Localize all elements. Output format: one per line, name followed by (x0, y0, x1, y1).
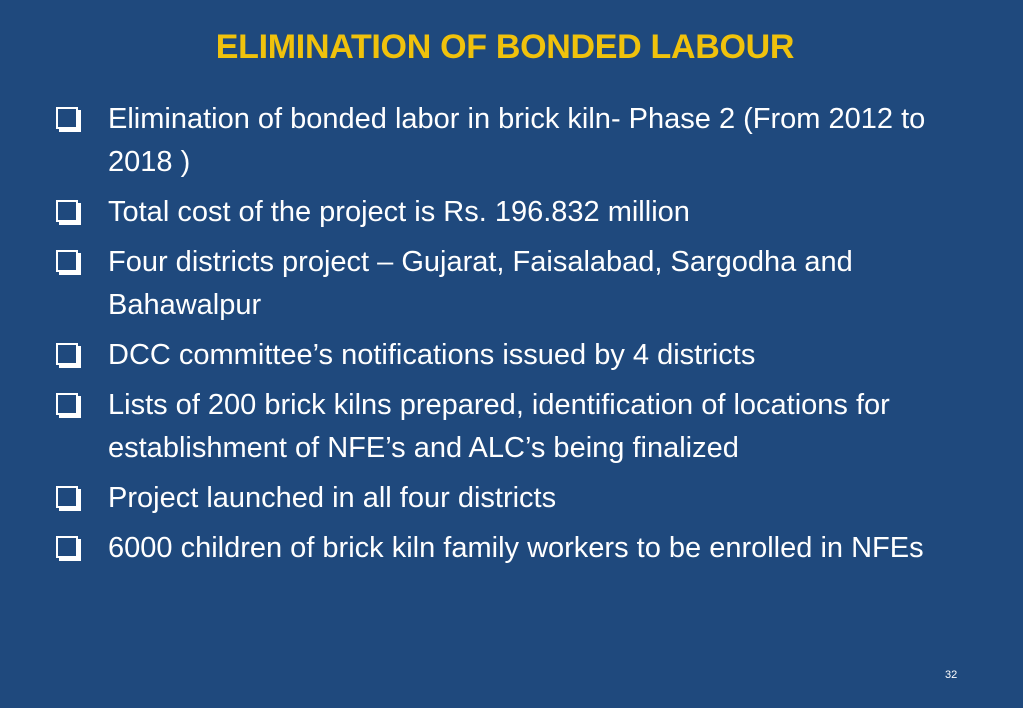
bullet-text: Four districts project – Gujarat, Faisalabad, Sargodha and Bahawalpur (108, 246, 853, 321)
bullet-item (50, 241, 990, 327)
checkbox-icon (56, 536, 78, 558)
bullet-text: DCC committee’s notifications issued by 4 districts (108, 339, 756, 371)
bullet-item (50, 384, 990, 470)
bullet-text: Elimination of bonded labor in brick kiln- Phase 2 (From 2012 to 2018 ) (108, 103, 926, 178)
checkbox-icon (56, 200, 78, 222)
bullet-item (50, 477, 990, 520)
checkbox-icon (56, 486, 78, 508)
checkbox-icon (56, 393, 78, 415)
bullet-text: Lists of 200 brick kilns prepared, identification of locations for establishment of NFE’s and ALC’s being finalized (108, 389, 890, 464)
checkbox-icon (56, 250, 78, 272)
bullet-list (50, 98, 990, 577)
checkbox-icon (56, 343, 78, 365)
bullet-item (50, 334, 990, 377)
bullet-item (50, 191, 990, 234)
page-number: 32 (945, 669, 958, 681)
bullet-text: 6000 children of brick kiln family workers to be enrolled in NFEs (108, 532, 924, 564)
bullet-item (50, 98, 990, 184)
bullet-item (50, 527, 990, 570)
bullet-text: Total cost of the project is Rs. 196.832 million (108, 196, 690, 228)
bullet-text: Project launched in all four districts (108, 482, 557, 514)
slide-title: ELIMINATION OF BONDED LABOUR (215, 28, 795, 66)
checkbox-icon (56, 107, 78, 129)
